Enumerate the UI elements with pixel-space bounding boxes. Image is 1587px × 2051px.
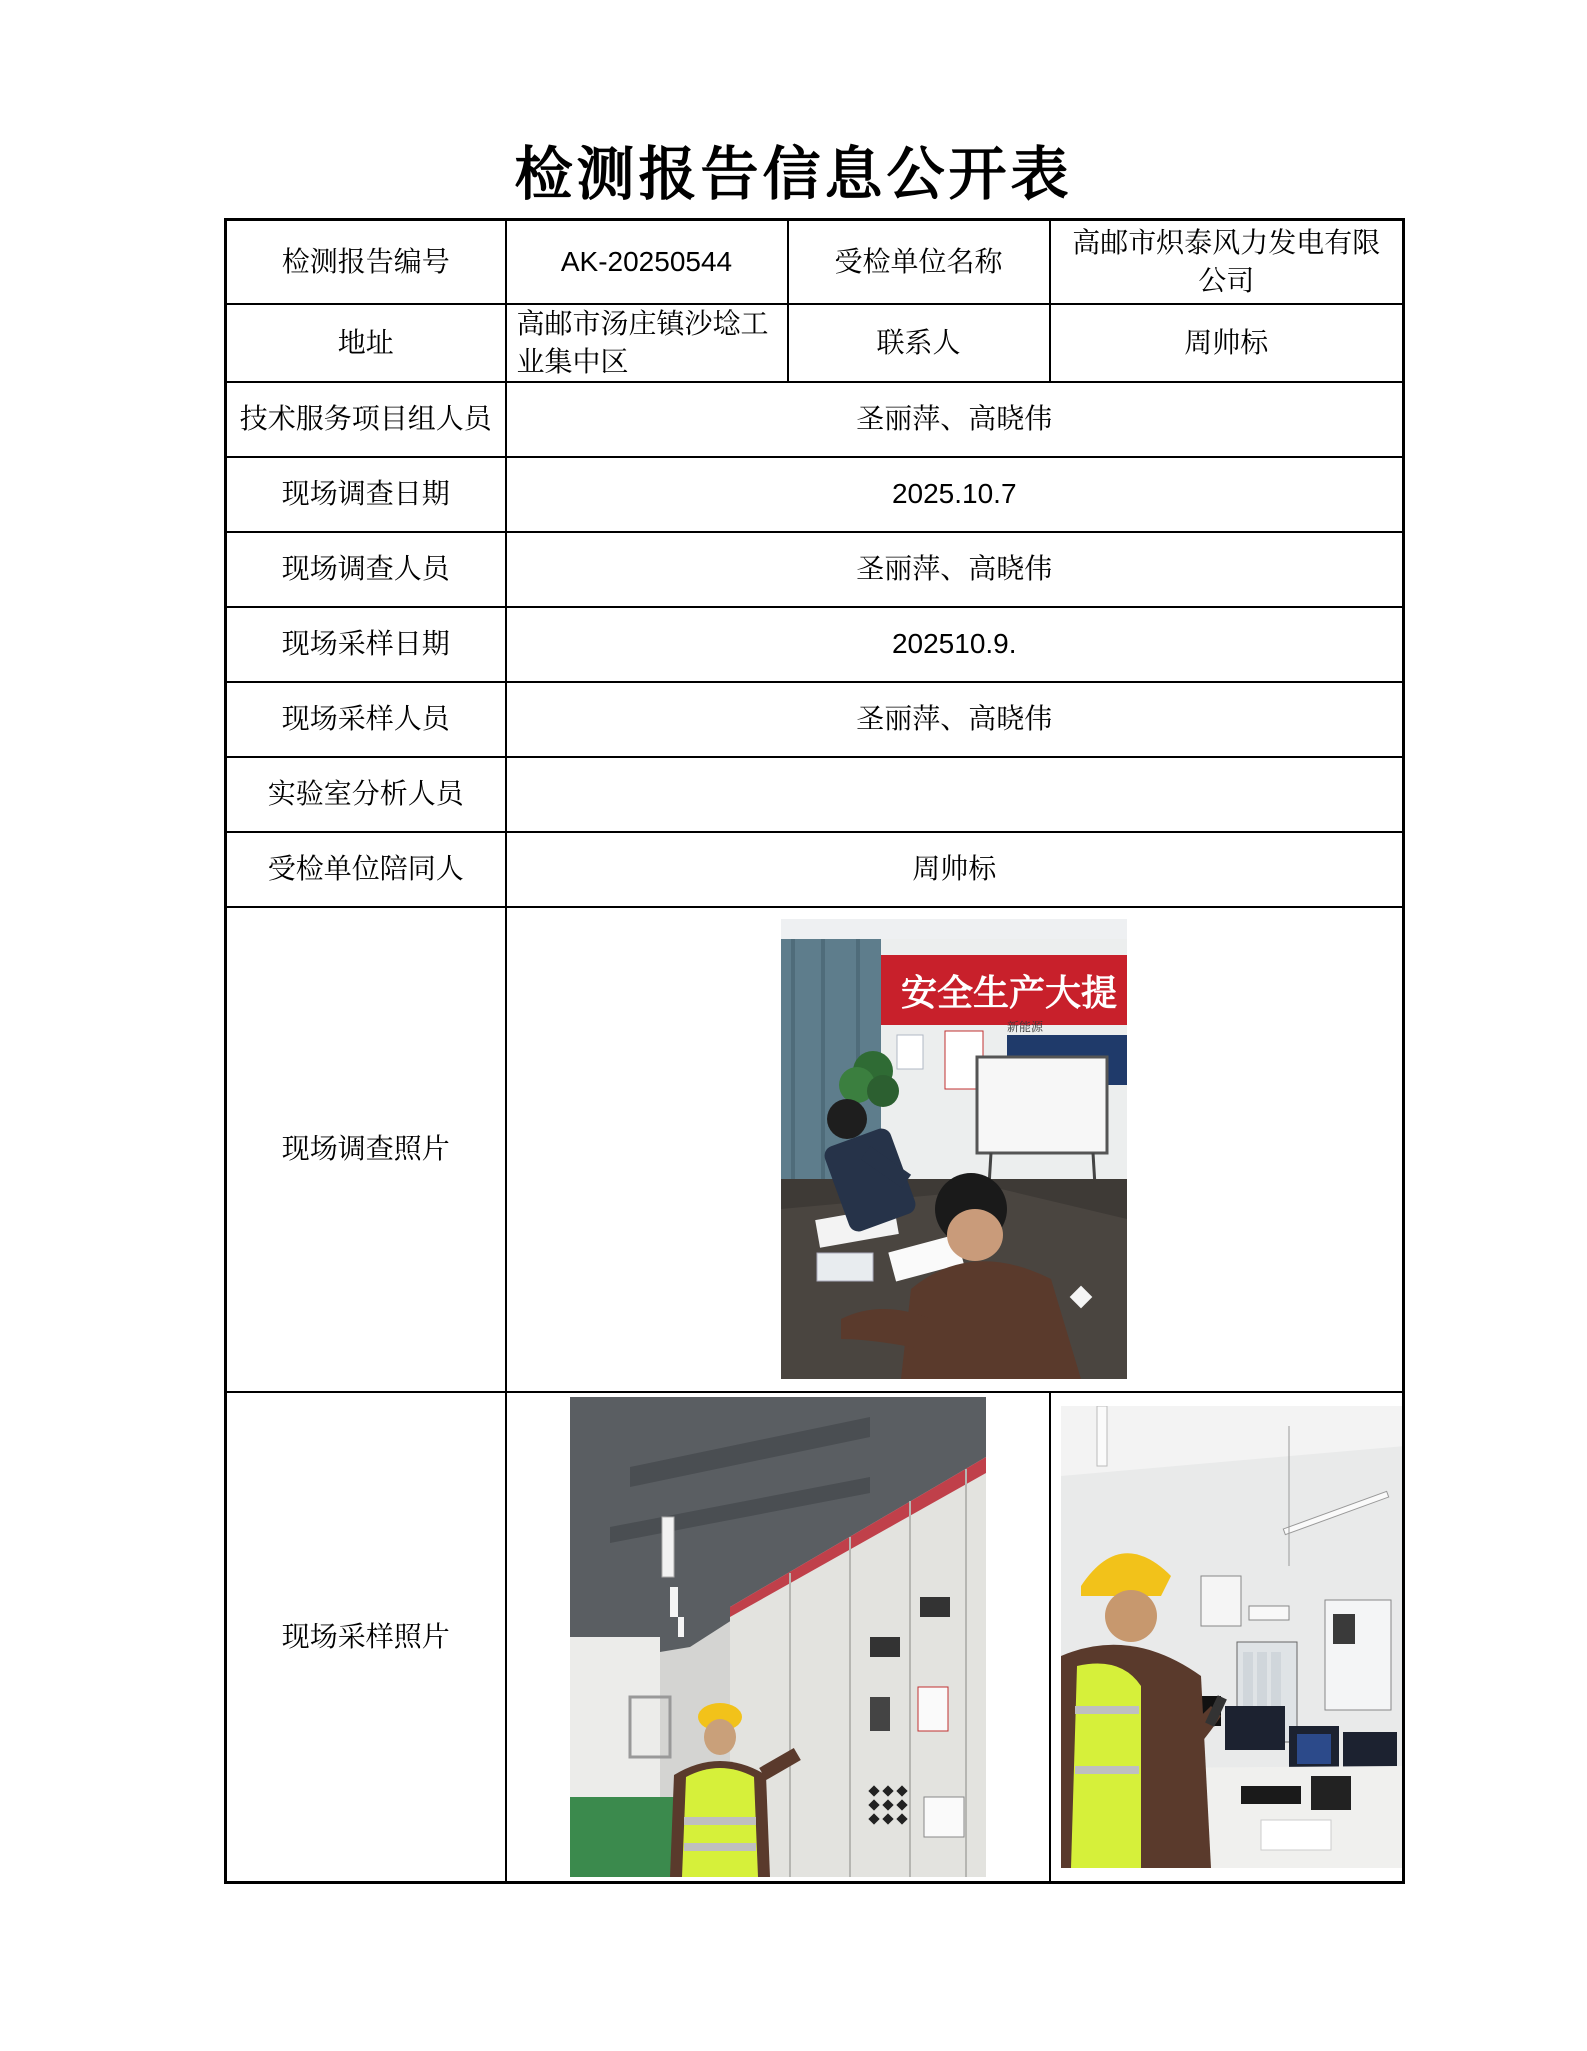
row-label: 现场采样日期	[226, 607, 506, 682]
table-row	[226, 907, 1404, 1392]
table-row	[226, 532, 1404, 607]
survey-photo-label: 现场调查照片	[226, 907, 506, 1392]
report-no-label: 检测报告编号	[226, 220, 506, 304]
banner-text: 安全生产大提	[901, 973, 1118, 1014]
row-label: 现场调查人员	[226, 532, 506, 607]
table-row	[226, 832, 1404, 907]
row-value: 202510.9.	[506, 607, 1404, 682]
survey-photo	[781, 919, 1127, 1379]
table-row	[226, 682, 1404, 757]
contact-value: 周帅标	[1050, 304, 1404, 382]
address-value: 高邮市汤庄镇沙埝工业集中区	[506, 304, 788, 382]
contact-label: 联系人	[788, 304, 1050, 382]
sampling-photo-2	[1061, 1406, 1404, 1868]
sampling-photo-1-image	[570, 1397, 986, 1877]
address-label: 地址	[226, 304, 506, 382]
table-row	[226, 607, 1404, 682]
report-no-value: AK-20250544	[506, 220, 788, 304]
row-label: 技术服务项目组人员	[226, 382, 506, 457]
row-value: 圣丽萍、高晓伟	[506, 532, 1404, 607]
client-name-value: 高邮市炽泰风力发电有限公司	[1050, 220, 1404, 304]
row-value	[506, 757, 1404, 832]
row-label: 受检单位陪同人	[226, 832, 506, 907]
row-label: 实验室分析人员	[226, 757, 506, 832]
sampling-photo-2-image	[1061, 1406, 1404, 1868]
sampling-photo-1	[570, 1397, 986, 1877]
row-value: 圣丽萍、高晓伟	[506, 382, 1404, 457]
table-row	[226, 1392, 1404, 1883]
row-value: 圣丽萍、高晓伟	[506, 682, 1404, 757]
page-title: 检测报告信息公开表	[514, 140, 1073, 208]
row-value: 2025.10.7	[506, 457, 1404, 532]
survey-photo-image	[781, 919, 1127, 1379]
client-name-label: 受检单位名称	[788, 220, 1050, 304]
row-label: 现场调查日期	[226, 457, 506, 532]
sampling-photo-cell-2	[1050, 1392, 1404, 1883]
row-label: 现场采样人员	[226, 682, 506, 757]
report-table	[224, 218, 1405, 1884]
sampling-photo-label: 现场采样照片	[226, 1392, 506, 1883]
table-row	[226, 457, 1404, 532]
sampling-photo-cell-1	[506, 1392, 1050, 1883]
row-value: 周帅标	[506, 832, 1404, 907]
table-row	[226, 757, 1404, 832]
table-row	[226, 304, 1404, 382]
survey-photo-cell	[506, 907, 1404, 1392]
table-row	[226, 382, 1404, 457]
table-row	[226, 220, 1404, 304]
wall-logo-text: 新能源	[1007, 1020, 1044, 1034]
